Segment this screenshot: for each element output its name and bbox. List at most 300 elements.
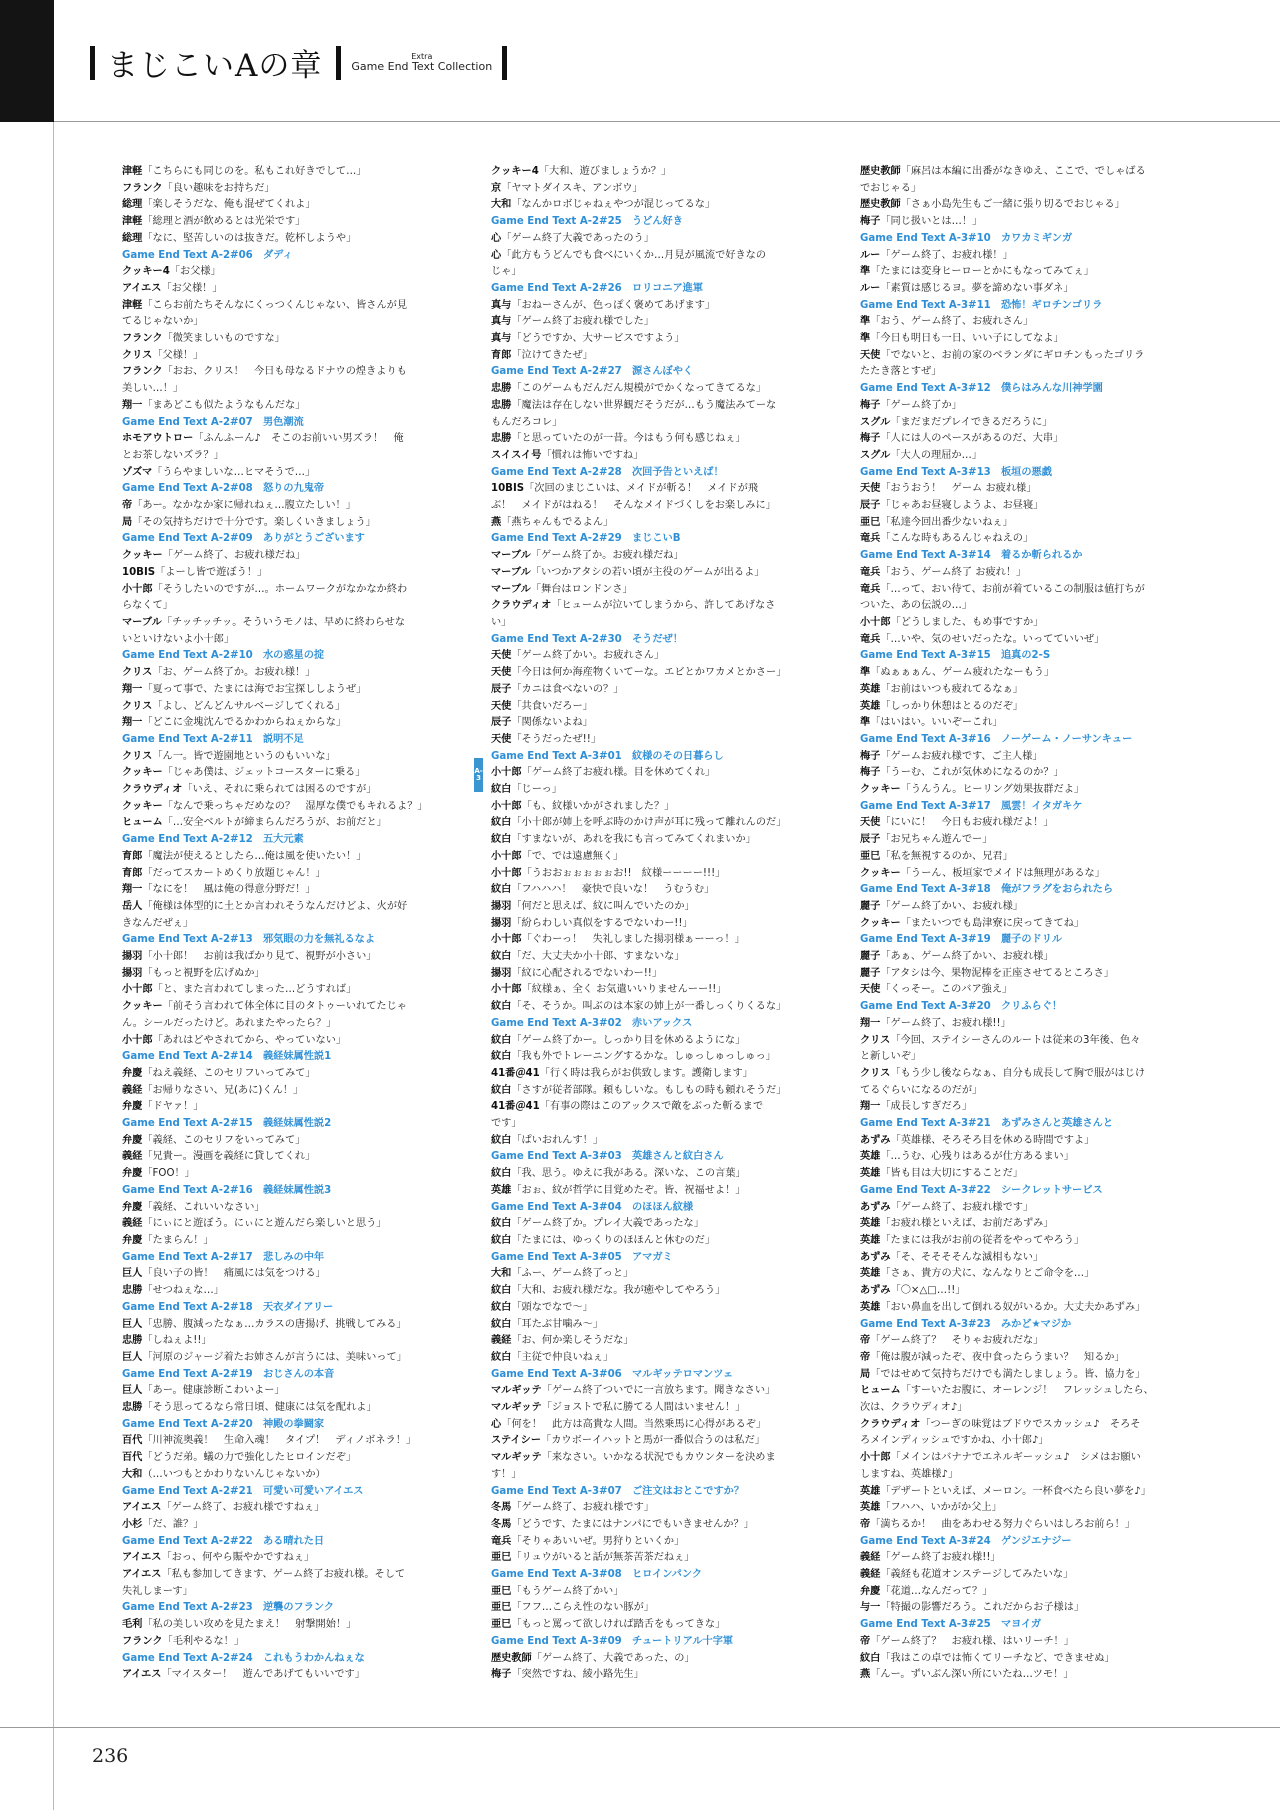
- dialogue-line: [491, 1283, 826, 1300]
- dialogue-text: 「うおおぉぉぉぉぉお!! 紋様ーーーー!!!」: [521, 867, 726, 879]
- speaker-name: 京: [491, 182, 502, 194]
- dialogue-text: 「カニは食べないの？」: [511, 683, 624, 695]
- speaker-name: 義経: [122, 1218, 143, 1230]
- dialogue-line: [491, 197, 826, 214]
- header-bar-right: [502, 46, 507, 80]
- dialogue-line: [860, 1634, 1195, 1651]
- dialogue-text: 「うんうん。ヒーリング効果抜群だよ」: [900, 784, 1085, 796]
- dialogue-line: [491, 1266, 826, 1283]
- speaker-name: 揚羽: [122, 951, 143, 963]
- section-title: Game End Text A-2#30 そうだぜ！: [491, 633, 683, 645]
- dialogue-line: [491, 899, 826, 916]
- dialogue-line: [860, 264, 1195, 281]
- dialogue-text: 「ヒュームが泣いてしまうから、許してあげなさ: [551, 600, 776, 612]
- speaker-name: クッキー4: [122, 266, 170, 278]
- dialogue-line: [491, 1083, 826, 1100]
- dialogue-line: [860, 498, 1195, 515]
- speaker-name: 紋白: [491, 1218, 512, 1230]
- dialogue-text: 「紋に心配されるでないわー!!」: [511, 967, 663, 979]
- dialogue-line: [491, 849, 826, 866]
- dialogue-line: [860, 314, 1195, 331]
- speaker-name: クリス: [122, 667, 153, 679]
- dialogue-line: [122, 348, 457, 365]
- dialogue-text: 「ゲーム終了か」: [880, 399, 962, 411]
- speaker-name: 心: [491, 1418, 502, 1430]
- speaker-name: 歴史教師: [860, 199, 901, 211]
- dialogue-text: 「にぃにと遊ぼう。にぃにと遊んだら楽しいと思う」: [142, 1218, 387, 1230]
- speaker-name: 大和: [491, 1268, 512, 1280]
- speaker-name: マーブル: [491, 583, 531, 595]
- dialogue-text: 「よし、どんどんサルベージしてくれる」: [152, 700, 346, 712]
- speaker-name: アイエス: [122, 1569, 162, 1581]
- dialogue-text: 「くっそー。このバア強え」: [880, 984, 1013, 996]
- dialogue-text: 「そ、そうか。叫ぶのは本家の姉上が一番しっくりくるな」: [511, 1001, 787, 1013]
- dialogue-text: 「…うむ、心残りはあるが仕方あるまい」: [880, 1151, 1074, 1163]
- dialogue-text: 「こんな時もあるんじゃねえの」: [880, 533, 1034, 545]
- dialogue-text: 「そ、そそそそんな滅相もない」: [890, 1251, 1044, 1263]
- speaker-name: 梅子: [860, 433, 881, 445]
- speaker-name: クラウディオ: [122, 784, 183, 796]
- dialogue-text: 「もっと罵って欲しければ踏舌をもってきな」: [511, 1619, 726, 1631]
- speaker-name: 英雄: [860, 1301, 881, 1313]
- dialogue-text: 「義経も花道オンステージしてみたいな」: [880, 1569, 1074, 1581]
- speaker-name: 義経: [860, 1552, 881, 1564]
- speaker-name: 小杉: [122, 1518, 143, 1530]
- dialogue-line: [860, 565, 1195, 582]
- dialogue-text: 「ゲーム終了、お疲れ様!!」: [880, 1017, 1011, 1029]
- section-title: Game End Text A-3#24 ゲンジエナジー: [860, 1535, 1072, 1547]
- dialogue-line: [860, 1450, 1195, 1467]
- dialogue-text: 「燕ちゃんもでるよん」: [501, 516, 614, 528]
- dialogue-line: [860, 1651, 1195, 1668]
- dialogue-line: [860, 682, 1195, 699]
- dialogue-line: [122, 1033, 457, 1050]
- dialogue-line: [491, 481, 826, 498]
- dialogue-line: [122, 1550, 457, 1567]
- speaker-name: 真与: [491, 333, 512, 345]
- dialogue-line: [491, 1233, 826, 1250]
- speaker-name: ルー: [860, 249, 881, 261]
- dialogue-line: [122, 1383, 457, 1400]
- speaker-name: 英雄: [860, 1485, 881, 1497]
- dialogue-line: [491, 1600, 826, 1617]
- dialogue-line: [491, 1033, 826, 1050]
- speaker-name: 帝: [860, 1635, 871, 1647]
- dialogue-line: [860, 1133, 1195, 1150]
- speaker-name: 局: [860, 1368, 871, 1380]
- dialogue-continuation: です」: [491, 1118, 522, 1130]
- dialogue-line: [491, 348, 826, 365]
- dialogue-text: 「ゲームお疲れ様です、ご主人様」: [880, 750, 1043, 762]
- section-title: Game End Text A-3#21 あずみさんと英雄さんと: [860, 1118, 1114, 1130]
- speaker-name: 紋白: [491, 834, 512, 846]
- speaker-name: ヒューム: [122, 817, 163, 829]
- dialogue-line: [491, 1383, 826, 1400]
- speaker-name: 弁慶: [122, 1201, 143, 1213]
- dialogue-text: 「主従で仲良いねぇ」: [511, 1351, 614, 1363]
- speaker-name: 天使: [491, 650, 512, 662]
- speaker-name: 燕: [860, 1669, 871, 1681]
- speaker-name: 揚羽: [491, 917, 512, 929]
- dialogue-line: [491, 648, 826, 665]
- dialogue-text: 「そう思ってるなら常日頃、健康には気を配れよ」: [142, 1402, 377, 1414]
- dialogue-line: [860, 1333, 1195, 1350]
- speaker-name: 亜巳: [860, 516, 881, 528]
- dialogue-text: 「も、紋様いかがされました？」: [521, 800, 675, 812]
- section-title: Game End Text A-2#06 ダディ: [122, 249, 293, 261]
- dialogue-text: 「ゲーム終了大義であったのう」: [501, 232, 654, 244]
- dialogue-line: [860, 982, 1195, 999]
- speaker-name: 梅子: [860, 216, 881, 228]
- dialogue-text: 「何だと思えば、紋に叫んでいたのか」: [511, 900, 695, 912]
- dialogue-text: 「大和、お疲れ様だな。我が癒やしてやろう」: [511, 1285, 726, 1297]
- speaker-name: クッキー4: [491, 166, 539, 177]
- dialogue-line: [122, 1133, 457, 1150]
- dialogue-text: 「今日も明日も一日、いい子にしてなよ」: [870, 333, 1064, 345]
- dialogue-line: [122, 1667, 457, 1684]
- dialogue-line: [122, 431, 457, 448]
- dialogue-text: 「楽しそうだな、俺も混ぜてくれよ」: [142, 199, 316, 211]
- dialogue-text: （…いつもとかわりないんじゃないか）: [142, 1468, 326, 1480]
- dialogue-text: 「こちらにも同じのを。私もこれ好きでして…」: [142, 166, 367, 177]
- dialogue-text: 「あぁ、ゲーム終了かい、お疲れ様」: [880, 951, 1054, 963]
- speaker-name: 総理: [122, 199, 143, 211]
- speaker-name: クッキー: [860, 867, 901, 879]
- dialogue-text: 「ゲーム終了かい、お疲れ様」: [880, 900, 1023, 912]
- dialogue-line: [860, 899, 1195, 916]
- dialogue-text: 「にいに！ 今日もお疲れ様だよ！」: [880, 817, 1054, 829]
- speaker-name: 弁慶: [122, 1101, 143, 1113]
- dialogue-continuation: とお茶しないズラ？」: [122, 449, 224, 461]
- dialogue-line: [491, 598, 826, 615]
- dialogue-text: 「ジョストで私に勝てる人間はいません！」: [541, 1402, 746, 1414]
- speaker-name: フランク: [122, 1635, 163, 1647]
- dialogue-line: [122, 1634, 457, 1651]
- dialogue-line: [122, 982, 457, 999]
- dialogue-text: 「忠勝、腹減ったなぁ…カラスの唐揚げ、挑戦してみる」: [142, 1318, 407, 1330]
- dialogue-line: [491, 1550, 826, 1567]
- section-title: Game End Text A-3#07 ご注文はおとこですか？: [491, 1485, 745, 1497]
- dialogue-line: [860, 916, 1195, 933]
- speaker-name: 梅子: [860, 750, 881, 762]
- dialogue-text: 「小十郎！ お前は我ばかり見て、視野が小さい」: [142, 951, 377, 963]
- speaker-name: ゾズマ: [122, 466, 153, 478]
- dialogue-line: [491, 1133, 826, 1150]
- dialogue-text: 「前そう言われて体全体に目のタトゥーいれてたじゃ: [162, 1001, 407, 1013]
- dialogue-text: 「どうです、たまにはナンパにでもいきませんか？」: [511, 1518, 754, 1530]
- dialogue-text: 「うーむ、これが気休めになるのか？」: [880, 767, 1064, 779]
- dialogue-line: [860, 665, 1195, 682]
- speaker-name: 紋白: [491, 884, 512, 896]
- dialogue-text: 「おうおう！ ゲーム お疲れ様」: [880, 483, 1037, 495]
- dialogue-line: [122, 899, 457, 916]
- dialogue-text: 「…って、おい待て、お前が着ているこの制服は値打ちが: [880, 583, 1145, 595]
- dialogue-line: [491, 999, 826, 1016]
- speaker-name: スグル: [860, 416, 891, 428]
- dialogue-text: 「お父様！」: [161, 282, 223, 294]
- dialogue-line: [860, 531, 1195, 548]
- dialogue-text: 「義経、このセリフをいってみて」: [142, 1134, 306, 1146]
- dialogue-text: 「ぱいおれんす！」: [511, 1134, 604, 1146]
- speaker-name: 揚羽: [491, 900, 512, 912]
- dialogue-line: [122, 1283, 457, 1300]
- dialogue-text: 「つーぎの味覚はブドウでスカッシュ♪ そろそ: [920, 1418, 1141, 1430]
- section-title: Game End Text A-2#26 ロリコニア進軍: [491, 282, 704, 294]
- dialogue-line: [491, 1066, 826, 1083]
- dialogue-line: [860, 1266, 1195, 1283]
- dialogue-text: 「ゲーム終了か。プレイ大義であったな」: [511, 1218, 704, 1230]
- dialogue-text: 「紋様ぁ、全く お気遣いいりませんーー!!」: [521, 984, 727, 996]
- speaker-name: 麗子: [860, 900, 881, 912]
- text-column-3: [860, 164, 1195, 1684]
- dialogue-text: 「チッチッチッ。そういうモノは、早めに終わらせな: [161, 616, 406, 628]
- speaker-name: 忠勝: [122, 1285, 143, 1297]
- dialogue-line: [860, 1250, 1195, 1267]
- dialogue-line: [860, 214, 1195, 231]
- dialogue-line: [860, 715, 1195, 732]
- dialogue-line: [860, 481, 1195, 498]
- dialogue-line: [491, 1500, 826, 1517]
- dialogue-line: [860, 699, 1195, 716]
- speaker-name: 竜兵: [491, 1535, 512, 1547]
- speaker-name: 翔一: [122, 884, 143, 896]
- dialogue-text: 「ふー、ゲーム終了っと」: [511, 1268, 634, 1280]
- speaker-name: 義経: [122, 1151, 143, 1163]
- speaker-name: マーブル: [491, 550, 531, 562]
- dialogue-text: 「素質は感じるヨ。夢を諦めない事ダネ」: [880, 282, 1074, 294]
- dialogue-line: [860, 281, 1195, 298]
- dialogue-continuation: 失礼しまーす」: [122, 1585, 193, 1597]
- section-title: Game End Text A-3#11 恐怖！ギロチンゴリラ: [860, 299, 1103, 311]
- dialogue-line: [491, 1400, 826, 1417]
- section-title: Game End Text A-2#27 源さんぼやく: [491, 366, 694, 378]
- dialogue-continuation: 次は、クラウディオ♪」: [860, 1402, 968, 1414]
- dialogue-line: [491, 932, 826, 949]
- section-title: Game End Text A-2#29 まじこいB: [491, 533, 681, 545]
- dialogue-text: 「お、ゲーム終了か。お疲れ様！」: [152, 667, 316, 679]
- dialogue-line: [122, 615, 457, 632]
- dialogue-line: [122, 565, 457, 582]
- section-title: Game End Text A-2#12 五大元素: [122, 834, 304, 846]
- dialogue-line: [860, 1550, 1195, 1567]
- speaker-name: 忠勝: [491, 433, 512, 445]
- corner-block: [0, 0, 54, 122]
- speaker-name: 竜兵: [860, 633, 881, 645]
- speaker-name: 10BIS: [122, 566, 156, 578]
- dialogue-line: [122, 548, 457, 565]
- dialogue-text: 「特撮の影響だろう。これだからお子様は」: [880, 1602, 1085, 1614]
- dialogue-line: [122, 364, 457, 381]
- dialogue-line: [122, 331, 457, 348]
- dialogue-text: 「ふんふーん♪ そこのお前いい男ズラ！ 俺: [193, 433, 404, 445]
- speaker-name: 亜巳: [491, 1619, 512, 1631]
- speaker-name: 大和: [491, 199, 512, 211]
- speaker-name: 天使: [860, 817, 881, 829]
- speaker-name: あずみ: [860, 1251, 891, 1263]
- speaker-name: 巨人: [122, 1318, 143, 1330]
- section-title: Game End Text A-2#08 怒りの九鬼帝: [122, 483, 325, 495]
- footer-divider: [0, 1727, 1280, 1728]
- speaker-name: 天使: [491, 667, 512, 679]
- dialogue-line: [491, 1534, 826, 1551]
- dialogue-line: [860, 431, 1195, 448]
- dialogue-continuation: たたき落とすぜ」: [860, 366, 942, 378]
- dialogue-line: [491, 1667, 826, 1684]
- dialogue-text: 「魔法が使えるとしたら…俺は風を使いたい！」: [142, 850, 367, 862]
- dialogue-text: 「有事の際はこのアックスで敵をぶった斬るまで: [539, 1101, 764, 1113]
- section-title: Game End Text A-3#02 赤いアックス: [491, 1017, 693, 1029]
- dialogue-line: [860, 1200, 1195, 1217]
- dialogue-line: [122, 765, 457, 782]
- dialogue-text: 「いえ、それに乗られては困るのですが」: [182, 784, 377, 796]
- dialogue-continuation: じゃ」: [491, 266, 522, 278]
- dialogue-text: 「何を！ 此方は高貴な人間。当然乗馬に心得があるぞ」: [501, 1418, 767, 1430]
- dialogue-text: 「ではせめて気持ちだけでも満たしましょう。皆、協力を」: [870, 1368, 1146, 1380]
- dialogue-text: 「ゲーム終了？ お疲れ様、はいリーチ！」: [870, 1635, 1074, 1647]
- dialogue-text: 「同じ扱いとは…！」: [880, 216, 983, 228]
- dialogue-line: [491, 832, 826, 849]
- dialogue-continuation: い」: [491, 616, 512, 628]
- speaker-name: 義経: [491, 1335, 512, 1347]
- speaker-name: 英雄: [860, 1168, 881, 1180]
- dialogue-line: [491, 715, 826, 732]
- section-title: Game End Text A-2#16 義経妹属性説3: [122, 1184, 332, 1196]
- dialogue-line: [491, 548, 826, 565]
- speaker-name: 辰子: [491, 717, 512, 729]
- dialogue-text: 「私も参加してきます、ゲーム終了お疲れ様。そして: [161, 1569, 406, 1581]
- dialogue-text: 「おお、クリス！ 今日も母なるドナウの煌きよりも: [162, 366, 407, 378]
- speaker-name: 翔一: [122, 399, 143, 411]
- dialogue-line: [122, 799, 457, 816]
- speaker-name: 巨人: [122, 1268, 143, 1280]
- speaker-name: 梅子: [860, 767, 881, 779]
- dialogue-line: [860, 1283, 1195, 1300]
- dialogue-text: 「たまには、ゆっくりのほほんと休むのだ」: [511, 1235, 716, 1246]
- dialogue-text: 「お疲れ様といえば、お前だあずみ」: [880, 1218, 1054, 1230]
- speaker-name: あずみ: [860, 1201, 891, 1213]
- dialogue-line: [860, 1300, 1195, 1317]
- speaker-name: 巨人: [122, 1351, 143, 1363]
- dialogue-line: [491, 866, 826, 883]
- dialogue-line: [122, 866, 457, 883]
- dialogue-continuation: ん。シールだったけど。あれまたやったら？」: [122, 1017, 337, 1029]
- speaker-name: 巨人: [122, 1385, 143, 1397]
- speaker-name: 英雄: [860, 1151, 881, 1163]
- dialogue-text: 「お前はいつも疲れてるなぁ」: [880, 683, 1023, 695]
- speaker-name: 小十郎: [491, 800, 522, 812]
- speaker-name: フランク: [122, 182, 163, 194]
- header-bar-left: [90, 46, 95, 80]
- dialogue-text: 「我はこの卓では怖くてリーチなど、できませぬ」: [880, 1652, 1115, 1664]
- speaker-name: 毛利: [122, 1619, 143, 1631]
- dialogue-text: 「お兄ちゃん遊んでー」: [880, 834, 993, 846]
- speaker-name: スグル: [860, 449, 891, 461]
- section-title: Game End Text A-2#25 うどん好き: [491, 216, 683, 228]
- dialogue-line: [860, 1066, 1195, 1083]
- section-title: Game End Text A-2#24 これもうわかんねぇな: [122, 1652, 365, 1664]
- section-title: Game End Text A-3#14 着るか斬られるか: [860, 550, 1083, 562]
- dialogue-line: [491, 314, 826, 331]
- dialogue-text: 「いつかアタシの若い頃が主役のゲームが出るよ」: [530, 566, 765, 578]
- speaker-name: クッキー: [122, 550, 163, 562]
- speaker-name: 天使: [491, 733, 512, 745]
- speaker-name: 育郎: [122, 867, 143, 879]
- dialogue-line: [860, 1417, 1195, 1434]
- dialogue-line: [491, 181, 826, 198]
- speaker-name: マーブル: [491, 566, 531, 578]
- dialogue-line: [122, 1450, 457, 1467]
- section-title: Game End Text A-3#17 風雲！イタガキケ: [860, 800, 1083, 812]
- dialogue-line: [491, 1049, 826, 1066]
- dialogue-text: 「ぬぁぁぁん、ゲーム疲れたなーもう」: [870, 667, 1055, 679]
- dialogue-text: 「なにを！ 風は俺の得意分野だ！」: [142, 884, 316, 896]
- speaker-name: 帝: [122, 500, 133, 512]
- margin-rule: [53, 122, 54, 1810]
- dialogue-text: 「おう、ゲーム終了、お疲れさん」: [870, 316, 1034, 328]
- speaker-name: 帝: [860, 1335, 871, 1347]
- dialogue-line: [491, 381, 826, 398]
- dialogue-text: 「成長しすぎだろ」: [880, 1101, 973, 1113]
- speaker-name: アイエス: [122, 1502, 162, 1514]
- speaker-name: 冬馬: [491, 1502, 512, 1514]
- dialogue-line: [860, 1016, 1195, 1033]
- section-title: Game End Text A-2#10 水の惑星の掟: [122, 650, 325, 662]
- section-title: Game End Text A-3#04 のほほん紋様: [491, 1201, 694, 1213]
- speaker-name: 小十郎: [122, 583, 153, 595]
- speaker-name: 紋白: [491, 1001, 512, 1013]
- dialogue-line: [122, 682, 457, 699]
- section-title: Game End Text A-2#18 天衣ダイアリー: [122, 1301, 334, 1313]
- speaker-name: 英雄: [860, 1218, 881, 1230]
- dialogue-text: 「カウボーイハットと馬が一番似合うのは私だ」: [541, 1435, 765, 1447]
- section-title: Game End Text A-2#19 おじさんの本音: [122, 1368, 335, 1380]
- dialogue-text: 「デザートといえば、メーロン。一杯食べたら良い夢を♪」: [880, 1485, 1151, 1497]
- dialogue-text: 「ゲーム終了、お疲れ様です」: [890, 1201, 1034, 1213]
- dialogue-text: 「どうだ弟。蟻の力で強化したヒロインだぞ」: [142, 1452, 357, 1464]
- dialogue-line: [122, 1617, 457, 1634]
- dialogue-line: [491, 1166, 826, 1183]
- dialogue-line: [860, 331, 1195, 348]
- dialogue-text: 「ゲーム終了お疲れ様!!」: [880, 1552, 1001, 1564]
- dialogue-line: [491, 1450, 826, 1467]
- dialogue-line: [491, 765, 826, 782]
- dialogue-line: [122, 1350, 457, 1367]
- dialogue-text: 「夏って事で、たまには海でお宝探ししようぜ」: [142, 683, 367, 695]
- section-title: Game End Text A-3#22 シークレットサービス: [860, 1184, 1103, 1196]
- speaker-name: 紋白: [491, 1134, 512, 1146]
- dialogue-continuation: きなんだぜぇ」: [122, 917, 194, 929]
- speaker-name: 天使: [860, 349, 881, 361]
- speaker-name: ヒューム: [860, 1385, 901, 1397]
- dialogue-text: 「すまないが、あれを我にも言ってみてくれまいか」: [511, 834, 756, 846]
- speaker-name: 燕: [491, 516, 502, 528]
- dialogue-line: [122, 264, 457, 281]
- dialogue-text: 「お父様」: [169, 266, 221, 278]
- speaker-name: クラウディオ: [860, 1418, 921, 1430]
- section-title: Game End Text A-2#15 義経妹属性説2: [122, 1118, 332, 1130]
- dialogue-text: 「ゲーム終了、お疲れ様だね」: [162, 550, 306, 562]
- speaker-name: 紋白: [491, 817, 512, 829]
- speaker-name: 帝: [860, 1518, 871, 1530]
- speaker-name: 辰子: [860, 500, 881, 512]
- dialogue-text: 「父様！」: [152, 349, 204, 361]
- dialogue-line: [491, 1183, 826, 1200]
- page-number: 236: [92, 1745, 129, 1767]
- dialogue-line: [122, 582, 457, 599]
- dialogue-text: 「私達今回出番少ないねぇ」: [880, 516, 1013, 528]
- dialogue-continuation: と新しいぞ」: [860, 1051, 922, 1063]
- dialogue-text: 「こらお前たちそんなにくっつくんじゃない、皆さんが見: [142, 299, 408, 311]
